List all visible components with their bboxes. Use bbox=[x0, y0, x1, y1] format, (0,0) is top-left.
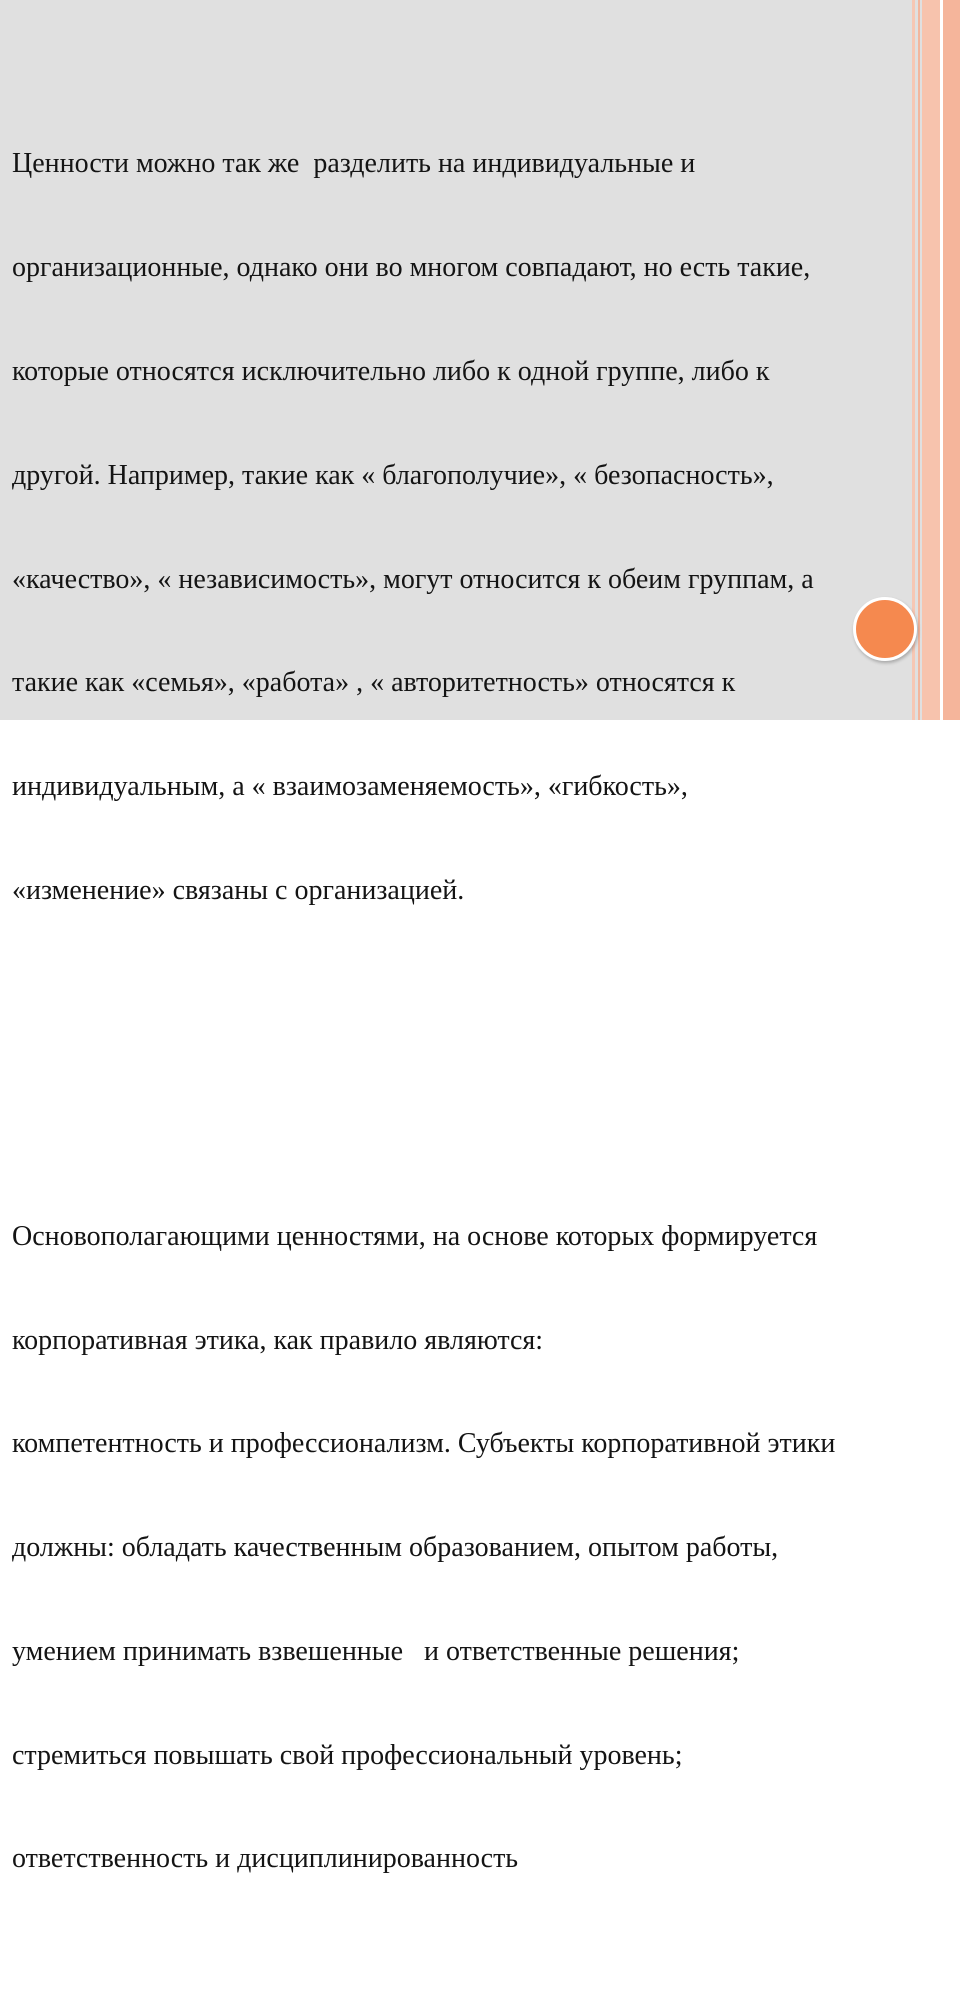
text-line: организационные, однако они во многом совпадают, но есть такие, bbox=[12, 252, 811, 284]
paragraph-values-division bbox=[12, 78, 912, 977]
text-line: умением принимать взвешенные и ответственные решения; bbox=[12, 1635, 740, 1667]
text-line: такие как «семья», «работа» , « авторитетность» относятся к bbox=[12, 667, 736, 699]
text-line: ответственность и дисциплинированность bbox=[12, 1843, 519, 1875]
text-line: стремиться повышать свой профессиональный уровень; bbox=[12, 1739, 683, 1771]
decorative-stripes bbox=[912, 0, 960, 720]
paragraph-core-values bbox=[12, 1151, 912, 1947]
text-line: «изменение» связаны с организацией. bbox=[12, 874, 465, 906]
stripe bbox=[943, 0, 960, 720]
paragraph-gap bbox=[12, 1047, 912, 1082]
text-line: Ценности можно так же разделить на индивидуальные и bbox=[12, 148, 696, 180]
orange-circle-decoration bbox=[853, 597, 917, 661]
stripe bbox=[918, 0, 920, 720]
text-line: которые относятся исключительно либо к одной группе, либо к bbox=[12, 355, 770, 387]
text-line: другой. Например, такие как « благополучие», « безопасность», bbox=[12, 459, 774, 491]
text-line: индивидуальным, а « взаимозаменяемость», «гибкость», bbox=[12, 771, 688, 803]
text-line: Основополагающими ценностями, на основе которых формируется bbox=[12, 1220, 818, 1252]
stripe bbox=[922, 0, 940, 720]
text-line: корпоративная этика, как правило являются: bbox=[12, 1324, 544, 1356]
text-line: компетентность и профессионализм. Субъекты корпоративной этики bbox=[12, 1428, 836, 1460]
text-line: должны: обладать качественным образованием, опытом работы, bbox=[12, 1532, 779, 1564]
slide-text bbox=[12, 9, 912, 2015]
text-line: «качество», « независимость», могут относится к обеим группам, а bbox=[12, 563, 814, 595]
